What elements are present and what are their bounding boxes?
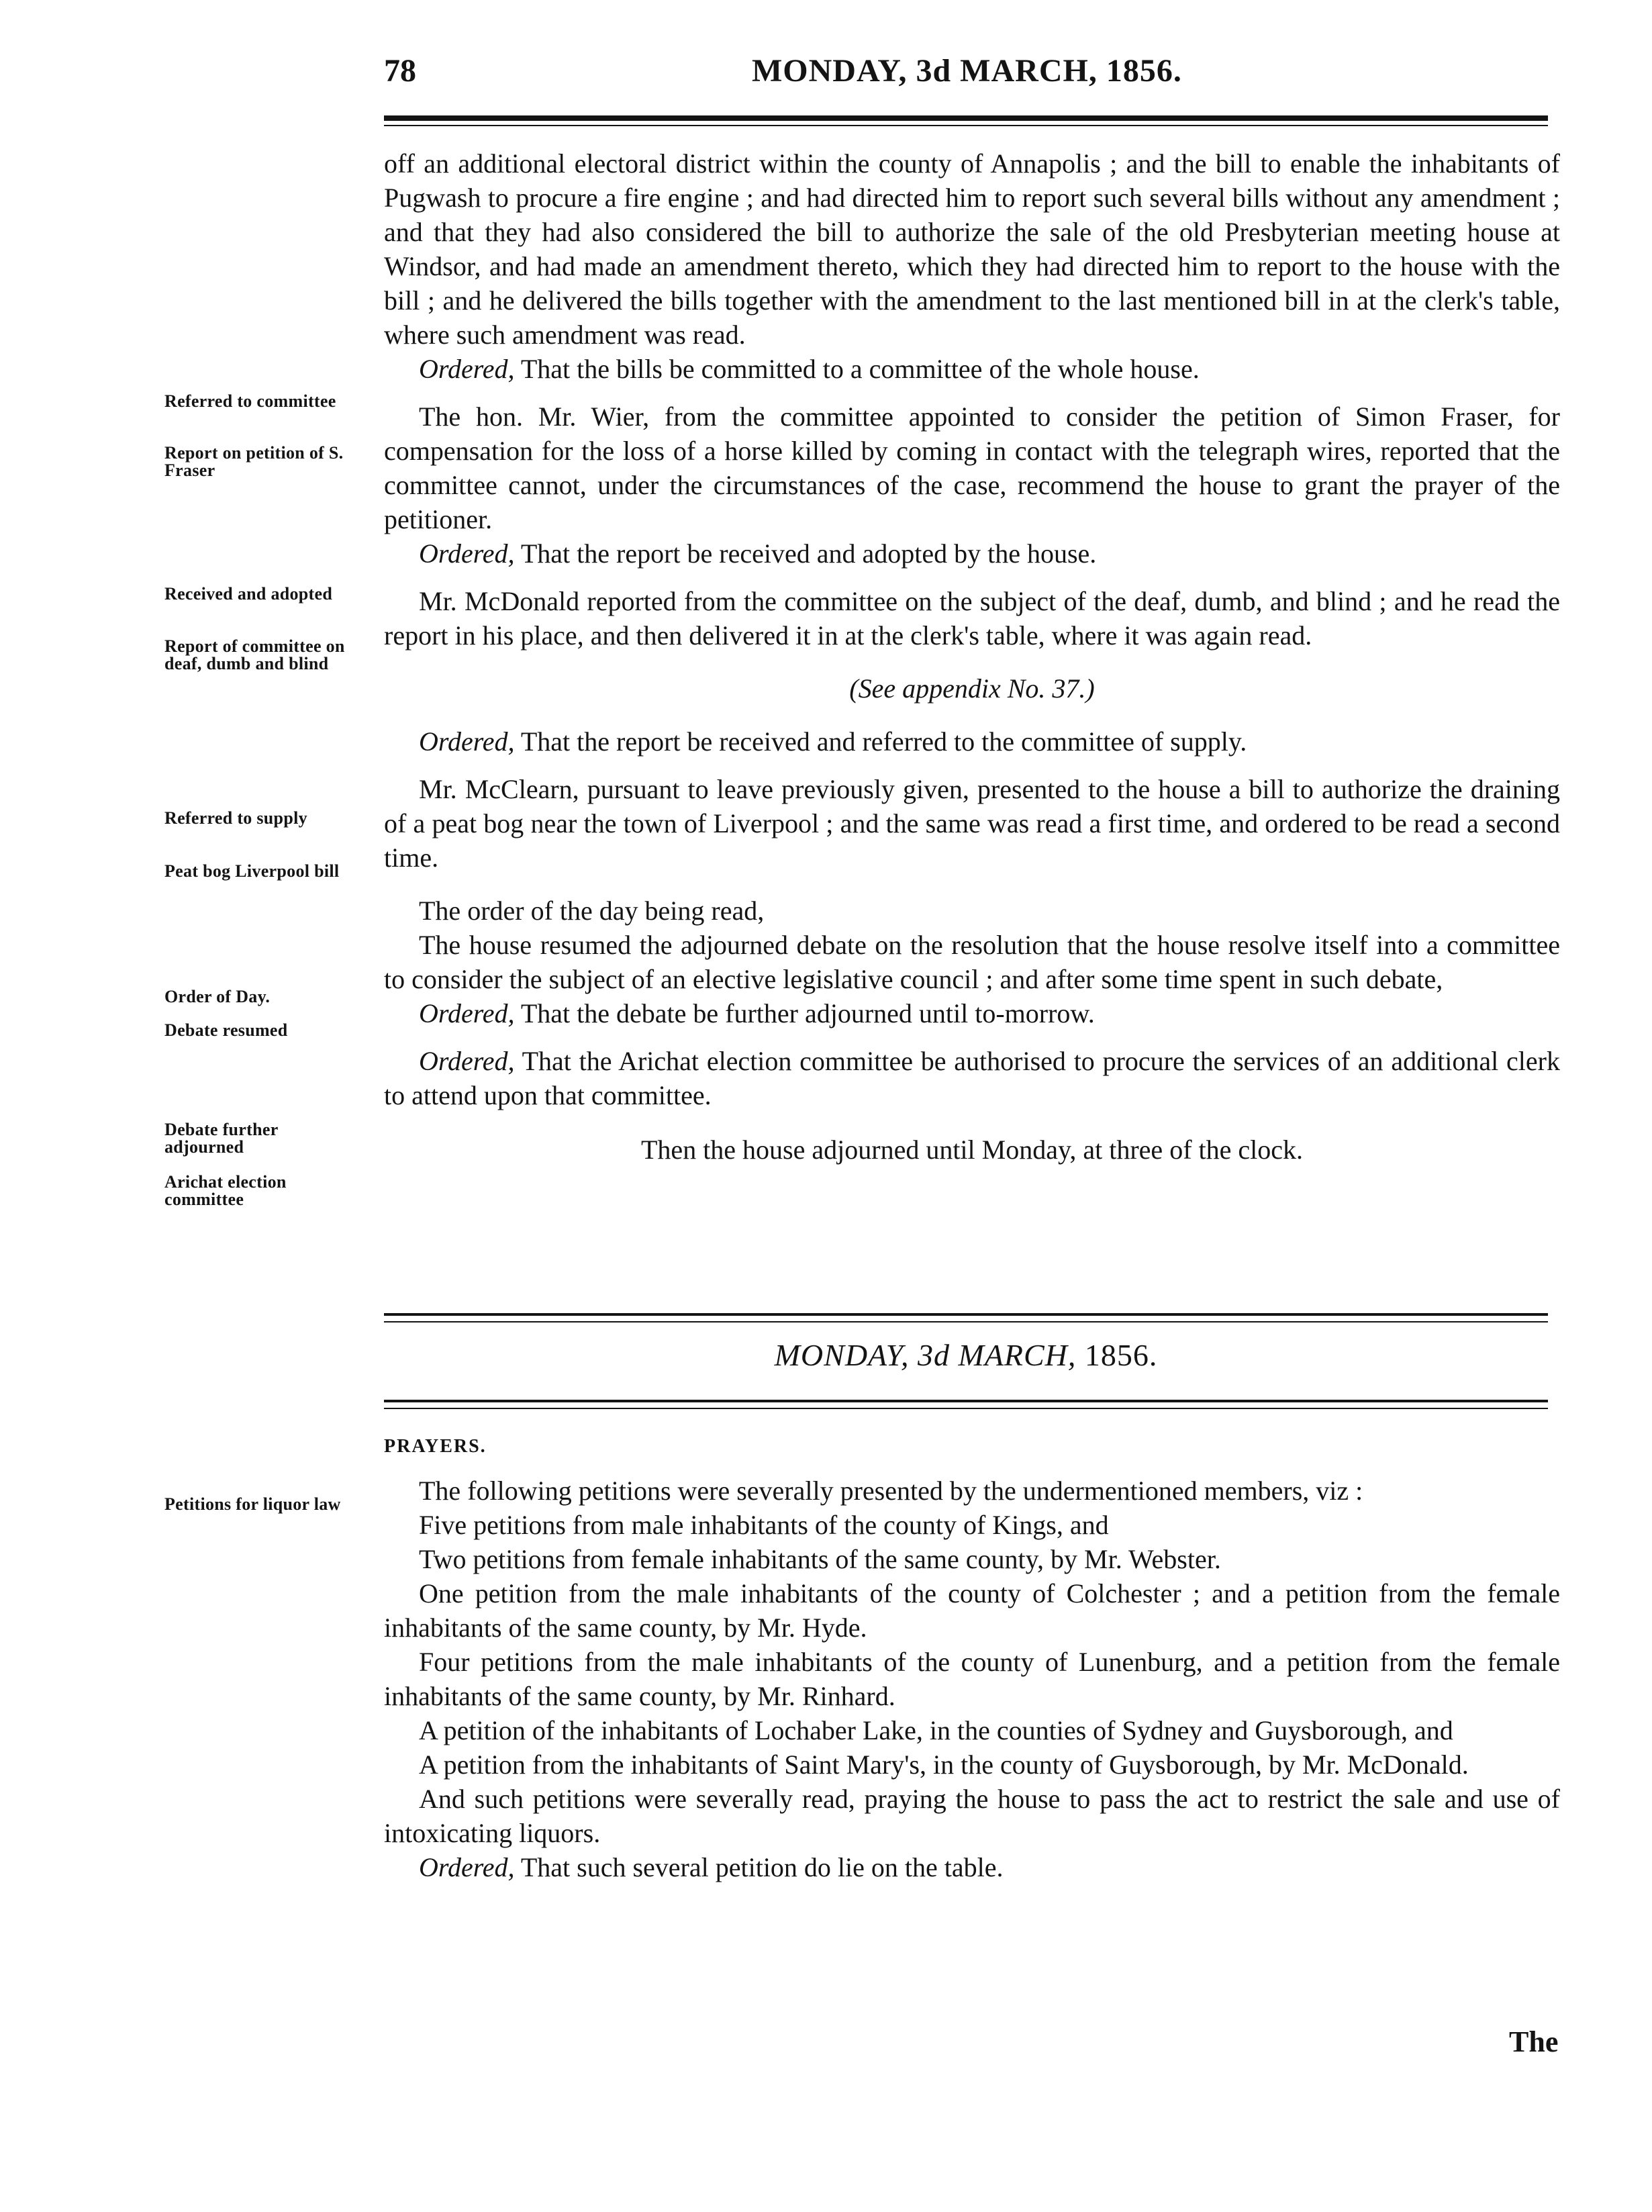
page-number: 78 <box>384 53 416 89</box>
margin-note: Petitions for liquor law <box>164 1494 341 1514</box>
ordered-label: Ordered, <box>419 1046 515 1076</box>
ordered-label: Ordered, <box>419 998 515 1028</box>
margin-note: Referred to supply <box>164 808 307 828</box>
fraser-report: The hon. Mr. Wier, from the committee appointed to consider the petition of Simon Fraser, for compensation for the loss of a horse killed by coming in contact with the telegraph wires, reported that the committee cannot, under the circumstances of the case, recommend the house to grant the prayer of the petitioner. <box>384 401 1560 534</box>
order-text: That the debate be further adjourned until to-morrow. <box>514 998 1095 1028</box>
order-committed <box>384 352 1560 386</box>
opening-paragraph: off an additional electoral district within the county of Annapolis ; and the bill to enable the inhabitants of Pugwash to procure a fire engine ; and had directed him to report such several bills without any amendment ; and that they had also considered the bill to authorize the sale of the old Presbyterian meeting house at Windsor, and had made an amendment thereto, which they had directed him to report to the house with the bill ; and he delivered the bills together with the amendment to the last mentioned bill in at the clerk's table, where such amendment was read. <box>384 148 1560 350</box>
margin-note: Referred to committee <box>164 391 336 411</box>
section-rule-top-1 <box>384 1313 1548 1316</box>
order-fraser-adopted <box>384 536 1560 571</box>
order-lie-on-table <box>384 1850 1560 1884</box>
date-heading-day: MONDAY, 3d MARCH, <box>774 1338 1077 1372</box>
petition-lochaber: A petition of the inhabitants of Lochaber Lake, in the counties of Sydney and Guysborough, and <box>419 1715 1453 1745</box>
adjournment: Then the house adjourned until Monday, at three of the clock. <box>641 1135 1303 1165</box>
running-title: MONDAY, 3d MARCH, 1856. <box>752 53 1182 89</box>
margin-note: Peat bog Liverpool bill <box>164 861 340 881</box>
order-arichat-committee <box>384 1044 1560 1112</box>
section-rule-bottom-1 <box>384 1400 1548 1402</box>
date-heading-year: 1856. <box>1076 1338 1158 1372</box>
running-head <box>384 52 1548 99</box>
margin-note: Debate resumed <box>164 1020 288 1040</box>
petition-kings-female: Two petitions from female inhabitants of the same county, by Mr. Webster. <box>419 1544 1221 1574</box>
date-heading <box>384 1337 1548 1373</box>
order-text: That the report be received and referred to the committee of supply. <box>514 726 1247 757</box>
prayers-heading: PRAYERS. <box>384 1436 487 1457</box>
ordered-label: Ordered, <box>419 538 515 569</box>
margin-note: Order of Day. <box>164 987 271 1006</box>
order-supply <box>384 724 1560 759</box>
petitions-read: And such petitions were severally read, praying the house to pass the act to restrict the sale and use of intoxicating liquors. <box>384 1784 1560 1848</box>
section-rule-top-2 <box>384 1321 1548 1323</box>
petition-saint-marys: A petition from the inhabitants of Saint Mary's, in the county of Guysborough, by Mr. McDonald. <box>419 1749 1469 1780</box>
petition-lunenburg: Four petitions from the male inhabitants of the county of Lunenburg, and a petition from the female inhabitants of the same county, by Mr. Rinhard. <box>384 1647 1560 1711</box>
margin-note: Arichat election committee <box>164 1172 287 1209</box>
ordered-label: Ordered, <box>419 354 515 384</box>
order-text: That the bills be committed to a committee of the whole house. <box>514 354 1200 384</box>
section-rule-bottom-2 <box>384 1408 1548 1409</box>
petitions-text <box>384 1474 1560 1884</box>
header-rule-thin <box>384 125 1548 126</box>
deaf-dumb-report: Mr. McDonald reported from the committee on the subject of the deaf, dumb, and blind ; and he read the report in his place, and then delivered it in at the clerk's table, where it was again read. <box>384 586 1560 651</box>
ordered-label: Ordered, <box>419 1852 515 1882</box>
margin-note: Debate further adjourned <box>164 1120 279 1157</box>
petitions-intro: The following petitions were severally presented by the undermentioned members, viz : <box>419 1476 1363 1506</box>
margin-note: Received and adopted <box>164 584 333 604</box>
debate-resumed: The house resumed the adjourned debate on the resolution that the house resolve itself into a committee to consider the subject of an elective legislative council ; and after some time spent in such debate, <box>384 930 1560 994</box>
ordered-label: Ordered, <box>419 726 515 757</box>
margin-note: Report of committee on deaf, dumb and blind <box>164 636 345 673</box>
header-rule-thick <box>384 115 1548 121</box>
journal-text <box>384 146 1560 1167</box>
order-text: That the Arichat election committee be authorised to procure the services of an additional clerk to attend upon that committee. <box>384 1046 1560 1110</box>
order-debate-adjourned <box>384 996 1560 1030</box>
margin-note: Report on petition of S. Fraser <box>164 443 344 480</box>
order-text: That such several petition do lie on the table. <box>514 1852 1004 1882</box>
order-text: That the report be received and adopted by the house. <box>514 538 1097 569</box>
peat-bog-bill: Mr. McClearn, pursuant to leave previously given, presented to the house a bill to authorize the draining of a peat bog near the town of Liverpool ; and the same was read a first time, and ordered to be read a second time. <box>384 774 1560 873</box>
petition-colchester: One petition from the male inhabitants of the county of Colchester ; and a petition from the female inhabitants of the same county, by Mr. Hyde. <box>384 1578 1560 1643</box>
order-of-day: The order of the day being read, <box>419 896 765 926</box>
catchword: The <box>1509 2025 1559 2058</box>
appendix-note: (See appendix No. 37.) <box>849 673 1095 704</box>
petition-kings-male: Five petitions from male inhabitants of the county of Kings, and <box>419 1510 1109 1540</box>
